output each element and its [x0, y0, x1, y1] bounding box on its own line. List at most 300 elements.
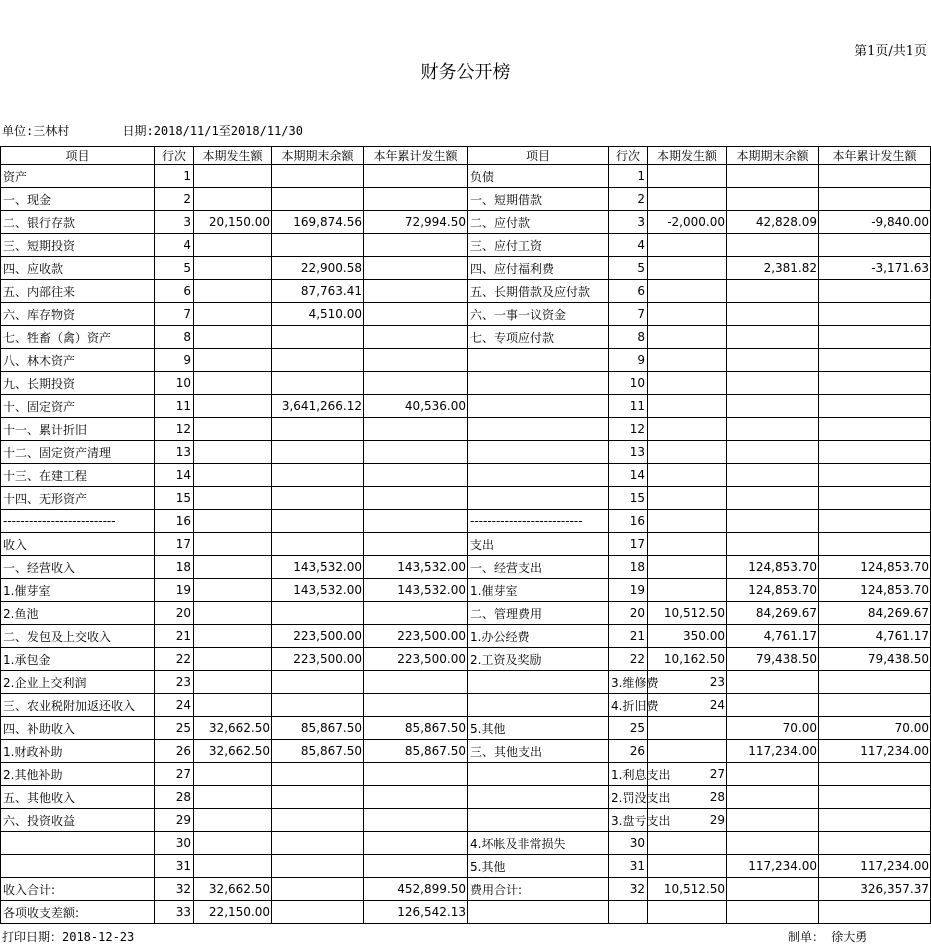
table-row: [1, 579, 931, 602]
item-right: 支出: [468, 533, 609, 556]
row-index-left: 2: [155, 188, 194, 211]
current-amount-left: [194, 234, 272, 257]
period-end-balance-right: 124,853.70: [727, 556, 819, 579]
row-index-right: 3.维修费: [609, 671, 648, 694]
item-left: 2.其他补助: [1, 763, 155, 786]
year-total-left: [364, 234, 468, 257]
current-amount-left: 20,150.00: [194, 211, 272, 234]
year-total-right: [819, 694, 931, 717]
column-header: 本期发生额: [194, 147, 272, 165]
year-total-right: 4,761.17: [819, 625, 931, 648]
current-amount-right: [648, 464, 727, 487]
table-row: [1, 625, 931, 648]
current-amount-right: [648, 855, 727, 878]
year-total-right: [819, 165, 931, 188]
period-end-balance-right: 79,438.50: [727, 648, 819, 671]
current-amount-right: [648, 579, 727, 602]
item-left: 二、银行存款: [1, 211, 155, 234]
item-left: 九、长期投资: [1, 372, 155, 395]
column-header: 项目: [468, 147, 609, 165]
year-total-left: [364, 763, 468, 786]
item-right: [468, 349, 609, 372]
item-right: 四、应付福利费: [468, 257, 609, 280]
period-end-balance-right: 84,269.67: [727, 602, 819, 625]
row-index-left: 23: [155, 671, 194, 694]
item-left: 二、发包及上交收入: [1, 625, 155, 648]
item-left: 十三、在建工程: [1, 464, 155, 487]
year-total-right: [819, 418, 931, 441]
current-amount-right: [648, 418, 727, 441]
year-total-right: [819, 763, 931, 786]
column-header: 项目: [1, 147, 155, 165]
period-end-balance-right: [727, 234, 819, 257]
year-total-right: [819, 303, 931, 326]
year-total-right: 326,357.37: [819, 878, 931, 901]
item-left: 一、经营收入: [1, 556, 155, 579]
year-total-right: [819, 533, 931, 556]
period-end-balance-right: [727, 418, 819, 441]
year-total-right: [819, 786, 931, 809]
period-end-balance-left: 143,532.00: [272, 579, 364, 602]
item-left: --------------------------: [1, 510, 155, 533]
year-total-right: 70.00: [819, 717, 931, 740]
period-end-balance-left: [272, 165, 364, 188]
column-header: 本期期末余额: [727, 147, 819, 165]
year-total-right: [819, 832, 931, 855]
item-left: 各项收支差额:: [1, 901, 155, 924]
current-amount-left: [194, 349, 272, 372]
row-index-left: 24: [155, 694, 194, 717]
period-end-balance-left: [272, 418, 364, 441]
item-left: 2.鱼池: [1, 602, 155, 625]
row-index-right: 7: [609, 303, 648, 326]
period-end-balance-left: [272, 786, 364, 809]
row-index-left: 25: [155, 717, 194, 740]
year-total-left: 452,899.50: [364, 878, 468, 901]
row-index-right: 4: [609, 234, 648, 257]
row-index-left: 26: [155, 740, 194, 763]
row-index-left: 10: [155, 372, 194, 395]
period-end-balance-right: [727, 303, 819, 326]
row-index-right: 4.折旧费: [609, 694, 648, 717]
table-row: [1, 648, 931, 671]
current-amount-left: [194, 625, 272, 648]
row-index-left: 13: [155, 441, 194, 464]
current-amount-right: [648, 533, 727, 556]
period-end-balance-right: [727, 395, 819, 418]
item-right: [468, 694, 609, 717]
row-index-left: 22: [155, 648, 194, 671]
row-index-left: 14: [155, 464, 194, 487]
current-amount-left: [194, 556, 272, 579]
item-left: 七、牲畜（禽）资产: [1, 326, 155, 349]
year-total-left: [364, 487, 468, 510]
current-amount-right: [648, 832, 727, 855]
column-header: 行次: [155, 147, 194, 165]
period-end-balance-left: [272, 349, 364, 372]
row-index-right: 22: [609, 648, 648, 671]
table-row: [1, 878, 931, 901]
period-end-balance-left: [272, 832, 364, 855]
period-end-balance-left: [272, 671, 364, 694]
period-end-balance-left: 143,532.00: [272, 556, 364, 579]
period-end-balance-left: [272, 694, 364, 717]
item-right: 5.其他: [468, 855, 609, 878]
period-end-balance-left: [272, 763, 364, 786]
item-left: 十二、固定资产清理: [1, 441, 155, 464]
current-amount-right: [648, 441, 727, 464]
current-amount-left: [194, 487, 272, 510]
current-amount-right: 23: [648, 671, 727, 694]
period-end-balance-left: [272, 372, 364, 395]
current-amount-left: [194, 418, 272, 441]
current-amount-left: [194, 763, 272, 786]
period-end-balance-left: [272, 326, 364, 349]
item-right: 六、一事一议资金: [468, 303, 609, 326]
year-total-left: [364, 694, 468, 717]
current-amount-left: [194, 303, 272, 326]
year-total-left: [364, 671, 468, 694]
year-total-left: [364, 326, 468, 349]
row-index-left: 27: [155, 763, 194, 786]
row-index-left: 31: [155, 855, 194, 878]
row-index-right: 1.利息支出: [609, 763, 648, 786]
current-amount-right: [648, 556, 727, 579]
table-row: [1, 326, 931, 349]
current-amount-right: [648, 740, 727, 763]
current-amount-right: -2,000.00: [648, 211, 727, 234]
item-left: 五、内部往来: [1, 280, 155, 303]
current-amount-left: 32,662.50: [194, 717, 272, 740]
item-left: [1, 832, 155, 855]
row-index-left: 33: [155, 901, 194, 924]
item-right: [468, 441, 609, 464]
table-row: [1, 418, 931, 441]
row-index-left: 7: [155, 303, 194, 326]
table-row: [1, 855, 931, 878]
period-end-balance-right: 70.00: [727, 717, 819, 740]
table-row: [1, 832, 931, 855]
current-amount-left: [194, 786, 272, 809]
finance-table: [0, 146, 931, 924]
period-end-balance-left: [272, 809, 364, 832]
period-end-balance-left: [272, 510, 364, 533]
row-index-right: 16: [609, 510, 648, 533]
period-end-balance-left: [272, 855, 364, 878]
row-index-right: 21: [609, 625, 648, 648]
row-index-right: 25: [609, 717, 648, 740]
period-end-balance-right: [727, 326, 819, 349]
current-amount-left: [194, 579, 272, 602]
table-row: [1, 901, 931, 924]
period-end-balance-left: [272, 234, 364, 257]
item-left: 四、应收款: [1, 257, 155, 280]
period-end-balance-right: [727, 786, 819, 809]
table-row: [1, 464, 931, 487]
item-right: [468, 786, 609, 809]
current-amount-right: [648, 303, 727, 326]
row-index-right: 20: [609, 602, 648, 625]
table-row: [1, 533, 931, 556]
table-row: [1, 740, 931, 763]
current-amount-right: 350.00: [648, 625, 727, 648]
current-amount-right: [648, 165, 727, 188]
year-total-right: [819, 441, 931, 464]
row-index-left: 21: [155, 625, 194, 648]
current-amount-left: [194, 510, 272, 533]
current-amount-right: [648, 487, 727, 510]
unit-label: 单位:三林村: [2, 124, 70, 138]
year-total-right: [819, 395, 931, 418]
column-header: 本期发生额: [648, 147, 727, 165]
row-index-left: 9: [155, 349, 194, 372]
period-end-balance-right: [727, 487, 819, 510]
current-amount-left: [194, 372, 272, 395]
year-total-right: 79,438.50: [819, 648, 931, 671]
item-left: 十四、无形资产: [1, 487, 155, 510]
year-total-left: [364, 418, 468, 441]
row-index-right: [609, 901, 648, 924]
item-right: [468, 809, 609, 832]
current-amount-right: 27: [648, 763, 727, 786]
row-index-left: 8: [155, 326, 194, 349]
current-amount-right: [648, 349, 727, 372]
period-end-balance-right: 117,234.00: [727, 855, 819, 878]
year-total-left: [364, 602, 468, 625]
period-end-balance-right: [727, 763, 819, 786]
current-amount-left: [194, 188, 272, 211]
item-right: 二、应付款: [468, 211, 609, 234]
item-right: 4.坏帐及非常损失: [468, 832, 609, 855]
current-amount-left: [194, 809, 272, 832]
item-right: 1.催芽室: [468, 579, 609, 602]
year-total-right: 117,234.00: [819, 740, 931, 763]
current-amount-right: 24: [648, 694, 727, 717]
table-row: [1, 372, 931, 395]
current-amount-left: [194, 441, 272, 464]
current-amount-left: [194, 464, 272, 487]
item-right: 七、专项应付款: [468, 326, 609, 349]
period-end-balance-left: [272, 464, 364, 487]
year-total-left: [364, 188, 468, 211]
period-end-balance-right: [727, 165, 819, 188]
period-end-balance-right: 42,828.09: [727, 211, 819, 234]
current-amount-left: [194, 832, 272, 855]
row-index-right: 11: [609, 395, 648, 418]
row-index-left: 12: [155, 418, 194, 441]
item-right: [468, 901, 609, 924]
row-index-right: 1: [609, 165, 648, 188]
item-left: 1.承包金: [1, 648, 155, 671]
row-index-right: 2: [609, 188, 648, 211]
year-total-right: 124,853.70: [819, 579, 931, 602]
item-right: 二、管理费用: [468, 602, 609, 625]
table-row: [1, 349, 931, 372]
item-right: 2.工资及奖励: [468, 648, 609, 671]
table-row: [1, 280, 931, 303]
period-end-balance-right: [727, 280, 819, 303]
row-index-left: 17: [155, 533, 194, 556]
period-end-balance-left: [272, 188, 364, 211]
row-index-right: 13: [609, 441, 648, 464]
item-right: 三、应付工资: [468, 234, 609, 257]
item-left: 三、农业税附加返还收入: [1, 694, 155, 717]
row-index-left: 15: [155, 487, 194, 510]
year-total-left: [364, 349, 468, 372]
column-header: 本年累计发生额: [819, 147, 931, 165]
row-index-right: 10: [609, 372, 648, 395]
current-amount-left: 32,662.50: [194, 740, 272, 763]
year-total-left: 143,532.00: [364, 579, 468, 602]
item-right: 1.办公经费: [468, 625, 609, 648]
year-total-right: [819, 326, 931, 349]
current-amount-left: [194, 326, 272, 349]
year-total-left: [364, 165, 468, 188]
item-left: 资产: [1, 165, 155, 188]
row-index-right: 3: [609, 211, 648, 234]
row-index-left: 16: [155, 510, 194, 533]
table-row: [1, 763, 931, 786]
item-left: 收入: [1, 533, 155, 556]
current-amount-right: [648, 188, 727, 211]
item-right: [468, 464, 609, 487]
current-amount-left: [194, 648, 272, 671]
year-total-right: [819, 188, 931, 211]
print-date: 打印日期：2018-12-23: [2, 930, 135, 944]
period-end-balance-left: [272, 602, 364, 625]
current-amount-left: [194, 280, 272, 303]
row-index-right: 17: [609, 533, 648, 556]
year-total-right: -3,171.63: [819, 257, 931, 280]
table-row: [1, 188, 931, 211]
current-amount-right: [648, 326, 727, 349]
period-end-balance-right: [727, 694, 819, 717]
row-index-right: 9: [609, 349, 648, 372]
page-indicator: 第1页/共1页: [854, 44, 927, 59]
table-row: [1, 441, 931, 464]
year-total-left: 223,500.00: [364, 648, 468, 671]
item-right: [468, 487, 609, 510]
year-total-right: 117,234.00: [819, 855, 931, 878]
table-row: [1, 211, 931, 234]
current-amount-left: [194, 257, 272, 280]
row-index-left: 20: [155, 602, 194, 625]
period-end-balance-left: 22,900.58: [272, 257, 364, 280]
period-end-balance-right: [727, 533, 819, 556]
current-amount-left: [194, 165, 272, 188]
row-index-left: 32: [155, 878, 194, 901]
item-right: 五、长期借款及应付款: [468, 280, 609, 303]
item-left: 1.催芽室: [1, 579, 155, 602]
item-left: 三、短期投资: [1, 234, 155, 257]
item-left: 六、库存物资: [1, 303, 155, 326]
period-end-balance-right: [727, 671, 819, 694]
year-total-left: [364, 855, 468, 878]
row-index-right: 19: [609, 579, 648, 602]
current-amount-right: [648, 717, 727, 740]
period-end-balance-left: 85,867.50: [272, 717, 364, 740]
item-right: [468, 418, 609, 441]
row-index-left: 28: [155, 786, 194, 809]
period-end-balance-left: [272, 441, 364, 464]
year-total-left: 72,994.50: [364, 211, 468, 234]
item-right: --------------------------: [468, 510, 609, 533]
year-total-right: [819, 487, 931, 510]
year-total-left: [364, 809, 468, 832]
current-amount-right: 29: [648, 809, 727, 832]
row-index-left: 3: [155, 211, 194, 234]
period-end-balance-right: [727, 510, 819, 533]
period-end-balance-right: [727, 188, 819, 211]
year-total-right: [819, 901, 931, 924]
item-right: 三、其他支出: [468, 740, 609, 763]
row-index-right: 31: [609, 855, 648, 878]
year-total-right: [819, 234, 931, 257]
period-end-balance-left: [272, 878, 364, 901]
row-index-right: 6: [609, 280, 648, 303]
current-amount-right: 10,162.50: [648, 648, 727, 671]
current-amount-right: [648, 901, 727, 924]
year-total-left: [364, 280, 468, 303]
item-left: 收入合计:: [1, 878, 155, 901]
year-total-left: [364, 303, 468, 326]
year-total-left: [364, 510, 468, 533]
current-amount-left: [194, 602, 272, 625]
item-left: 一、现金: [1, 188, 155, 211]
table-row: [1, 395, 931, 418]
table-row: [1, 257, 931, 280]
period-end-balance-right: [727, 901, 819, 924]
period-end-balance-left: 3,641,266.12: [272, 395, 364, 418]
period-end-balance-left: [272, 487, 364, 510]
row-index-left: 6: [155, 280, 194, 303]
current-amount-left: [194, 694, 272, 717]
period-end-balance-right: 2,381.82: [727, 257, 819, 280]
current-amount-right: [648, 234, 727, 257]
page-title: 财务公开榜: [420, 62, 511, 83]
current-amount-right: 10,512.50: [648, 602, 727, 625]
current-amount-right: [648, 280, 727, 303]
year-total-right: -9,840.00: [819, 211, 931, 234]
row-index-right: 32: [609, 878, 648, 901]
row-index-right: 5: [609, 257, 648, 280]
item-left: 四、补助收入: [1, 717, 155, 740]
year-total-left: 126,542.13: [364, 901, 468, 924]
row-index-right: 2.罚没支出: [609, 786, 648, 809]
current-amount-right: 28: [648, 786, 727, 809]
row-index-left: 30: [155, 832, 194, 855]
period-end-balance-right: [727, 832, 819, 855]
row-index-right: 30: [609, 832, 648, 855]
year-total-right: [819, 372, 931, 395]
current-amount-left: [194, 395, 272, 418]
current-amount-right: [648, 372, 727, 395]
column-header: 行次: [609, 147, 648, 165]
table-row: [1, 234, 931, 257]
item-right: 5.其他: [468, 717, 609, 740]
year-total-right: [819, 809, 931, 832]
year-total-right: [819, 671, 931, 694]
table-row: [1, 510, 931, 533]
period-end-balance-left: [272, 533, 364, 556]
table-row: [1, 694, 931, 717]
row-index-left: 11: [155, 395, 194, 418]
year-total-left: [364, 372, 468, 395]
current-amount-left: [194, 855, 272, 878]
table-row: [1, 556, 931, 579]
row-index-left: 4: [155, 234, 194, 257]
item-right: [468, 763, 609, 786]
